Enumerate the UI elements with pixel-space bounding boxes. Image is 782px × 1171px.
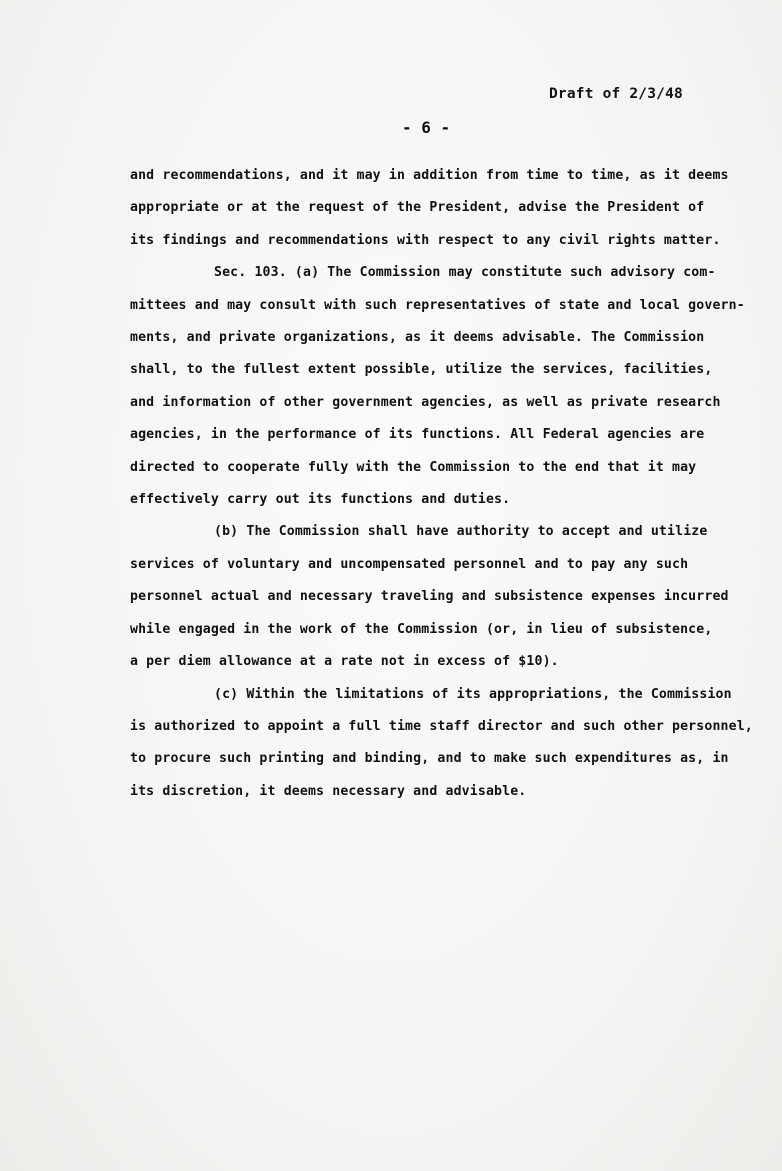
text-line: agencies, in the performance of its functions. All Federal agencies are <box>130 427 705 443</box>
text-line: services of voluntary and uncompensated personnel and to pay any such <box>130 556 689 572</box>
text-line: and recommendations, and it may in addition from time to time, as it deems <box>130 168 729 183</box>
text-line: its findings and recommendations with respect to any civil rights matter. <box>130 232 721 248</box>
text-line: directed to cooperate fully with the Commission to the end that it may <box>130 459 697 475</box>
section-103-heading-line: Sec. 103. (a) The Commission may constitute such advisory com- <box>214 265 716 281</box>
text-line: shall, to the fullest extent possible, utilize the services, facilities, <box>130 362 713 378</box>
text-line: and information of other government agencies, as well as private research <box>130 394 721 410</box>
text-line: ments, and private organizations, as it deems advisable. The Commission <box>130 330 705 346</box>
page-number: - 6 - <box>402 118 451 137</box>
draft-date-label: Draft of 2/3/48 <box>549 86 683 102</box>
document-body <box>130 160 753 808</box>
text-line: to procure such printing and binding, and to make such expenditures as, in <box>130 751 729 767</box>
text-line: effectively carry out its functions and duties. <box>130 492 511 508</box>
paragraph-c-first-line: (c) Within the limitations of its appropriations, the Commission <box>214 686 732 702</box>
text-line: while engaged in the work of the Commission (or, in lieu of subsistence, <box>130 621 713 637</box>
text-line: personnel actual and necessary traveling and subsistence expenses incurred <box>130 589 729 605</box>
text-line: mittees and may consult with such representatives of state and local govern- <box>130 297 745 313</box>
text-line: a per diem allowance at a rate not in excess of $10). <box>130 654 559 670</box>
text-line: its discretion, it deems necessary and advisable. <box>130 783 527 799</box>
text-line: is authorized to appoint a full time staff director and such other personnel, <box>130 718 753 734</box>
text-line: appropriate or at the request of the President, advise the President of <box>130 200 705 216</box>
paragraph-b-first-line: (b) The Commission shall have authority to accept and utilize <box>214 524 708 540</box>
